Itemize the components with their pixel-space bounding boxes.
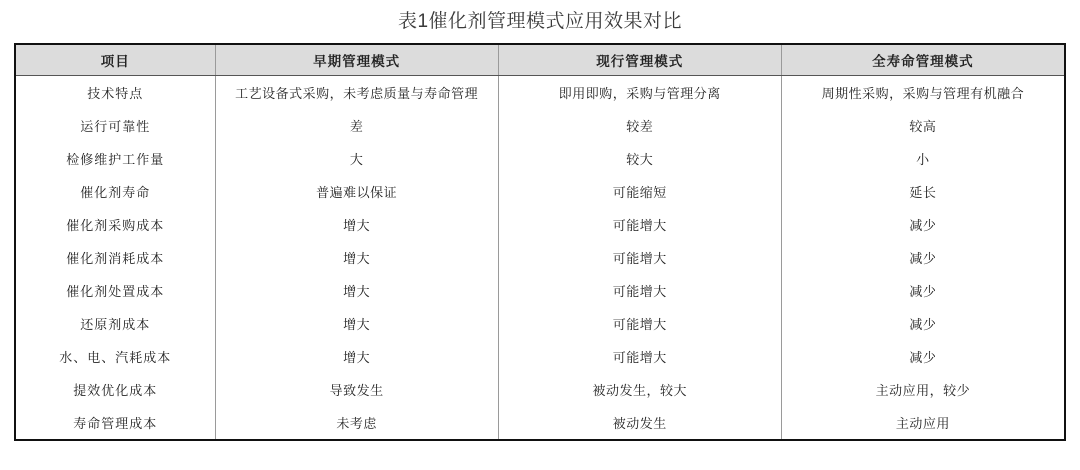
row-current-value: 可能增大 bbox=[498, 241, 781, 274]
row-early-value: 未考虑 bbox=[215, 406, 498, 440]
table-row bbox=[15, 406, 1065, 440]
table-row bbox=[15, 373, 1065, 406]
row-item-label: 技术特点 bbox=[15, 76, 215, 110]
row-lifecycle-value: 减少 bbox=[781, 340, 1065, 373]
row-item-label: 运行可靠性 bbox=[15, 109, 215, 142]
row-lifecycle-value: 减少 bbox=[781, 307, 1065, 340]
row-early-value: 增大 bbox=[215, 340, 498, 373]
row-item-label: 催化剂消耗成本 bbox=[15, 241, 215, 274]
row-lifecycle-value: 减少 bbox=[781, 274, 1065, 307]
column-header-lifecycle-mode: 全寿命管理模式 bbox=[781, 44, 1065, 76]
table-row bbox=[15, 307, 1065, 340]
table-row bbox=[15, 274, 1065, 307]
row-current-value: 被动发生 bbox=[498, 406, 781, 440]
row-item-label: 还原剂成本 bbox=[15, 307, 215, 340]
table-header-row bbox=[15, 44, 1065, 76]
page-title: 表1催化剂管理模式应用效果对比 bbox=[397, 11, 683, 32]
table-row bbox=[15, 142, 1065, 175]
row-early-value: 大 bbox=[215, 142, 498, 175]
row-lifecycle-value: 主动应用，较少 bbox=[781, 373, 1065, 406]
row-item-label: 提效优化成本 bbox=[15, 373, 215, 406]
row-early-value: 增大 bbox=[215, 307, 498, 340]
row-item-label: 检修维护工作量 bbox=[15, 142, 215, 175]
table-row bbox=[15, 76, 1065, 110]
column-header-early-mode: 早期管理模式 bbox=[215, 44, 498, 76]
row-lifecycle-value: 较高 bbox=[781, 109, 1065, 142]
row-early-value: 增大 bbox=[215, 274, 498, 307]
row-lifecycle-value: 周期性采购，采购与管理有机融合 bbox=[781, 76, 1065, 110]
row-item-label: 催化剂采购成本 bbox=[15, 208, 215, 241]
row-current-value: 可能增大 bbox=[498, 307, 781, 340]
row-current-value: 被动发生，较大 bbox=[498, 373, 781, 406]
row-current-value: 较差 bbox=[498, 109, 781, 142]
table-row bbox=[15, 208, 1065, 241]
column-header-current-mode: 现行管理模式 bbox=[498, 44, 781, 76]
row-item-label: 催化剂寿命 bbox=[15, 175, 215, 208]
row-current-value: 可能增大 bbox=[498, 208, 781, 241]
row-current-value: 可能增大 bbox=[498, 274, 781, 307]
table-row bbox=[15, 109, 1065, 142]
row-current-value: 可能缩短 bbox=[498, 175, 781, 208]
row-lifecycle-value: 减少 bbox=[781, 241, 1065, 274]
row-current-value: 即用即购，采购与管理分离 bbox=[498, 76, 781, 110]
row-lifecycle-value: 主动应用 bbox=[781, 406, 1065, 440]
row-early-value: 普遍难以保证 bbox=[215, 175, 498, 208]
row-lifecycle-value: 延长 bbox=[781, 175, 1065, 208]
table-row bbox=[15, 340, 1065, 373]
row-early-value: 增大 bbox=[215, 208, 498, 241]
row-early-value: 导致发生 bbox=[215, 373, 498, 406]
row-item-label: 寿命管理成本 bbox=[15, 406, 215, 440]
row-early-value: 差 bbox=[215, 109, 498, 142]
row-lifecycle-value: 小 bbox=[781, 142, 1065, 175]
comparison-table bbox=[14, 43, 1066, 441]
row-item-label: 水、电、汽耗成本 bbox=[15, 340, 215, 373]
row-current-value: 较大 bbox=[498, 142, 781, 175]
column-header-item: 项目 bbox=[15, 44, 215, 76]
table-header bbox=[15, 44, 1065, 76]
row-early-value: 工艺设备式采购，未考虑质量与寿命管理 bbox=[215, 76, 498, 110]
table-row bbox=[15, 241, 1065, 274]
row-item-label: 催化剂处置成本 bbox=[15, 274, 215, 307]
row-early-value: 增大 bbox=[215, 241, 498, 274]
table-row bbox=[15, 175, 1065, 208]
row-lifecycle-value: 减少 bbox=[781, 208, 1065, 241]
table-body bbox=[15, 76, 1065, 441]
row-current-value: 可能增大 bbox=[498, 340, 781, 373]
